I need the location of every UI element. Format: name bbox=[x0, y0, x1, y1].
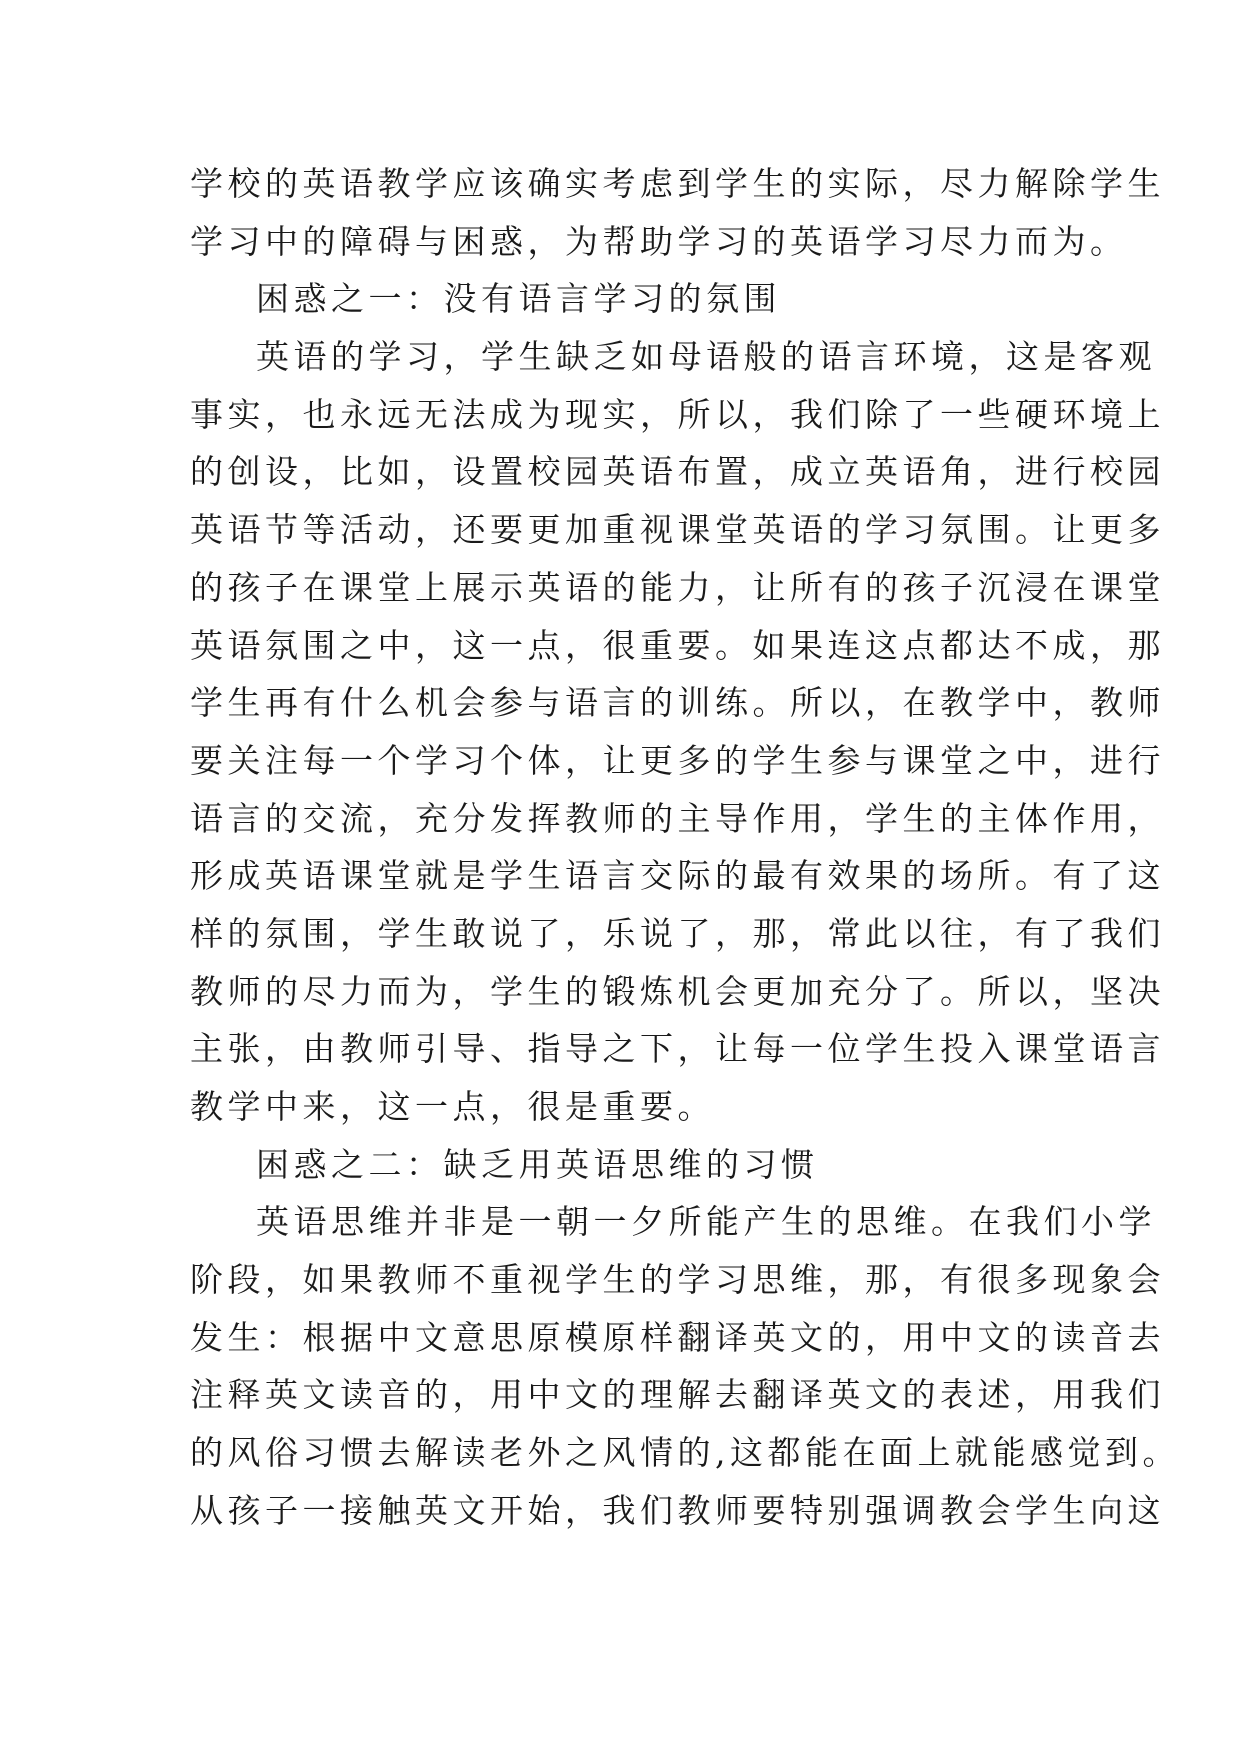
text-line: 事实，也永远无法成为现实，所以，我们除了一些硬环境上 bbox=[190, 394, 1165, 434]
text-line: 阶段，如果教师不重视学生的学习思维，那，有很多现象会 bbox=[190, 1260, 1165, 1300]
text-line: 的创设，比如，设置校园英语布置，成立英语角，进行校园 bbox=[190, 452, 1165, 492]
text-line: 的孩子在课堂上展示英语的能力，让所有的孩子沉浸在课堂 bbox=[190, 567, 1165, 607]
text-line: 教师的尽力而为，学生的锻炼机会更加充分了。所以，坚决 bbox=[190, 971, 1165, 1011]
text-line: 主张，由教师引导、指导之下，让每一位学生投入课堂语言 bbox=[190, 1029, 1165, 1069]
text-line: 英语氛围之中，这一点，很重要。如果连这点都达不成，那 bbox=[190, 625, 1165, 665]
section-heading: 困惑之一：没有语言学习的氛围 bbox=[256, 279, 781, 319]
text-line: 学习中的障碍与困惑，为帮助学习的英语学习尽力而为。 bbox=[190, 221, 1128, 261]
text-line: 的风俗习惯去解读老外之风情的,这都能在面上就能感觉到。 bbox=[190, 1433, 1180, 1473]
text-line: 形成英语课堂就是学生语言交际的最有效果的场所。有了这 bbox=[190, 856, 1165, 896]
text-line: 学生再有什么机会参与语言的训练。所以，在教学中，教师 bbox=[190, 683, 1165, 723]
paragraph-start-line: 英语的学习，学生缺乏如母语般的语言环境，这是客观 bbox=[256, 337, 1156, 377]
text-line: 从孩子一接触英文开始，我们教师要特别强调教会学生向这 bbox=[190, 1490, 1165, 1530]
text-line: 英语节等活动，还要更加重视课堂英语的学习氛围。让更多 bbox=[190, 510, 1165, 550]
text-line: 要关注每一个学习个体，让更多的学生参与课堂之中，进行 bbox=[190, 740, 1165, 780]
text-line: 教学中来，这一点，很是重要。 bbox=[190, 1087, 715, 1126]
text-line: 学校的英语教学应该确实考虑到学生的实际，尽力解除学生 bbox=[190, 164, 1165, 203]
section-heading: 困惑之二：缺乏用英语思维的习惯 bbox=[256, 1144, 819, 1184]
document-body bbox=[190, 155, 1180, 1540]
text-line: 样的氛围，学生敢说了，乐说了，那，常此以往，有了我们 bbox=[190, 913, 1165, 953]
paragraph-start-line: 英语思维并非是一朝一夕所能产生的思维。在我们小学 bbox=[256, 1202, 1156, 1242]
text-line: 语言的交流，充分发挥教师的主导作用，学生的主体作用， bbox=[190, 798, 1165, 838]
text-line: 注释英文读音的，用中文的理解去翻译英文的表述，用我们 bbox=[190, 1375, 1165, 1415]
text-line: 发生：根据中文意思原模原样翻译英文的，用中文的读音去 bbox=[190, 1317, 1165, 1357]
